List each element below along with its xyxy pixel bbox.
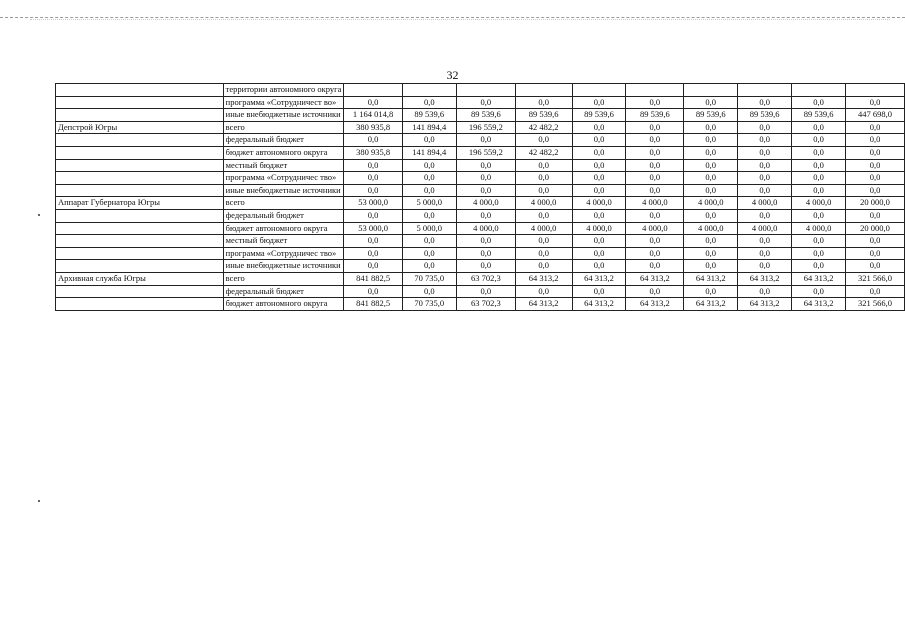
- amount-cell: 0,0: [456, 96, 515, 109]
- amount-cell: [572, 84, 626, 97]
- amount-cell: 89 539,6: [792, 109, 846, 122]
- amount-cell: 89 539,6: [456, 109, 515, 122]
- funding-table: [55, 83, 905, 311]
- amount-cell: 0,0: [515, 159, 572, 172]
- funding-source-cell: всего: [223, 121, 344, 134]
- organization-cell: [56, 134, 224, 147]
- amount-cell: 0,0: [456, 209, 515, 222]
- table-row: [56, 84, 905, 97]
- amount-cell: 0,0: [846, 134, 905, 147]
- funding-source-cell: всего: [223, 272, 344, 285]
- funding-source-cell: территории автономного округа: [223, 84, 344, 97]
- amount-cell: 0,0: [402, 172, 456, 185]
- amount-cell: 0,0: [792, 184, 846, 197]
- amount-cell: 0,0: [738, 159, 792, 172]
- amount-cell: 0,0: [515, 134, 572, 147]
- organization-cell: [56, 298, 224, 311]
- amount-cell: [846, 84, 905, 97]
- amount-cell: 64 313,2: [792, 298, 846, 311]
- amount-cell: 141 894,4: [402, 121, 456, 134]
- amount-cell: [738, 84, 792, 97]
- amount-cell: [626, 84, 684, 97]
- amount-cell: 63 702,3: [456, 298, 515, 311]
- amount-cell: 0,0: [344, 235, 402, 248]
- funding-source-cell: иные внебюджетные источники: [223, 184, 344, 197]
- funding-source-cell: иные внебюджетные источники: [223, 109, 344, 122]
- amount-cell: 20 000,0: [846, 222, 905, 235]
- amount-cell: 64 313,2: [626, 272, 684, 285]
- amount-cell: 447 698,0: [846, 109, 905, 122]
- table-row: [56, 109, 905, 122]
- amount-cell: 4 000,0: [684, 197, 738, 210]
- amount-cell: 0,0: [456, 235, 515, 248]
- amount-cell: 0,0: [626, 260, 684, 273]
- organization-cell: [56, 184, 224, 197]
- amount-cell: 89 539,6: [572, 109, 626, 122]
- amount-cell: 0,0: [792, 96, 846, 109]
- amount-cell: 0,0: [456, 172, 515, 185]
- amount-cell: 0,0: [846, 159, 905, 172]
- amount-cell: 0,0: [738, 285, 792, 298]
- amount-cell: 0,0: [738, 134, 792, 147]
- amount-cell: 64 313,2: [515, 298, 572, 311]
- amount-cell: 0,0: [792, 247, 846, 260]
- amount-cell: 0,0: [792, 146, 846, 159]
- funding-source-cell: программа «Сотрудничес тво»: [223, 247, 344, 260]
- funding-source-cell: бюджет автономного округа: [223, 222, 344, 235]
- amount-cell: 0,0: [846, 184, 905, 197]
- organization-cell: [56, 146, 224, 159]
- amount-cell: [684, 84, 738, 97]
- amount-cell: 0,0: [846, 209, 905, 222]
- organization-cell: [56, 84, 224, 97]
- table-row: [56, 134, 905, 147]
- organization-cell: [56, 159, 224, 172]
- amount-cell: 0,0: [738, 184, 792, 197]
- table-row: [56, 197, 905, 210]
- amount-cell: 5 000,0: [402, 197, 456, 210]
- amount-cell: 42 482,2: [515, 146, 572, 159]
- amount-cell: 0,0: [515, 209, 572, 222]
- amount-cell: 0,0: [792, 134, 846, 147]
- amount-cell: 0,0: [626, 96, 684, 109]
- amount-cell: 0,0: [572, 209, 626, 222]
- amount-cell: 0,0: [572, 146, 626, 159]
- amount-cell: 64 313,2: [515, 272, 572, 285]
- amount-cell: 4 000,0: [738, 222, 792, 235]
- amount-cell: 0,0: [344, 260, 402, 273]
- amount-cell: 64 313,2: [684, 272, 738, 285]
- amount-cell: 0,0: [846, 260, 905, 273]
- amount-cell: 0,0: [572, 247, 626, 260]
- funding-source-cell: программа «Сотрудничест во»: [223, 96, 344, 109]
- amount-cell: 0,0: [456, 285, 515, 298]
- amount-cell: 89 539,6: [402, 109, 456, 122]
- table-row: [56, 260, 905, 273]
- table-row: [56, 272, 905, 285]
- amount-cell: 0,0: [738, 172, 792, 185]
- amount-cell: 0,0: [846, 235, 905, 248]
- amount-cell: 0,0: [846, 247, 905, 260]
- amount-cell: 0,0: [684, 172, 738, 185]
- amount-cell: 0,0: [626, 146, 684, 159]
- amount-cell: 0,0: [515, 172, 572, 185]
- amount-cell: 0,0: [344, 285, 402, 298]
- amount-cell: 4 000,0: [792, 222, 846, 235]
- amount-cell: 321 566,0: [846, 298, 905, 311]
- table-row: [56, 222, 905, 235]
- amount-cell: 4 000,0: [738, 197, 792, 210]
- table-row: [56, 121, 905, 134]
- organization-cell: Депстрой Югры: [56, 121, 224, 134]
- scan-speck: [38, 500, 40, 502]
- amount-cell: 4 000,0: [515, 222, 572, 235]
- funding-source-cell: иные внебюджетные источники: [223, 260, 344, 273]
- funding-source-cell: федеральный бюджет: [223, 285, 344, 298]
- amount-cell: 0,0: [684, 209, 738, 222]
- amount-cell: 4 000,0: [515, 197, 572, 210]
- amount-cell: [344, 84, 402, 97]
- funding-source-cell: местный бюджет: [223, 159, 344, 172]
- amount-cell: 196 559,2: [456, 121, 515, 134]
- amount-cell: 0,0: [846, 146, 905, 159]
- table-row: [56, 235, 905, 248]
- amount-cell: 0,0: [792, 172, 846, 185]
- amount-cell: 64 313,2: [792, 272, 846, 285]
- amount-cell: 0,0: [626, 247, 684, 260]
- amount-cell: 42 482,2: [515, 121, 572, 134]
- amount-cell: 0,0: [344, 96, 402, 109]
- amount-cell: 0,0: [738, 235, 792, 248]
- amount-cell: 0,0: [515, 235, 572, 248]
- amount-cell: 63 702,3: [456, 272, 515, 285]
- amount-cell: 0,0: [738, 121, 792, 134]
- amount-cell: 1 164 014,8: [344, 109, 402, 122]
- amount-cell: 0,0: [402, 285, 456, 298]
- amount-cell: 841 882,5: [344, 272, 402, 285]
- amount-cell: 64 313,2: [572, 272, 626, 285]
- amount-cell: 4 000,0: [572, 197, 626, 210]
- amount-cell: 0,0: [456, 260, 515, 273]
- amount-cell: 0,0: [626, 159, 684, 172]
- amount-cell: 0,0: [626, 134, 684, 147]
- funding-source-cell: федеральный бюджет: [223, 209, 344, 222]
- amount-cell: 4 000,0: [626, 222, 684, 235]
- table-row: [56, 285, 905, 298]
- amount-cell: 0,0: [684, 260, 738, 273]
- organization-cell: [56, 222, 224, 235]
- amount-cell: 0,0: [738, 247, 792, 260]
- amount-cell: 0,0: [402, 159, 456, 172]
- amount-cell: 0,0: [684, 285, 738, 298]
- scan-speck: [38, 214, 40, 216]
- organization-cell: [56, 109, 224, 122]
- page-number: 32: [446, 68, 459, 82]
- amount-cell: 0,0: [626, 285, 684, 298]
- amount-cell: 4 000,0: [572, 222, 626, 235]
- amount-cell: 4 000,0: [792, 197, 846, 210]
- amount-cell: 841 882,5: [344, 298, 402, 311]
- amount-cell: 0,0: [515, 184, 572, 197]
- amount-cell: 0,0: [792, 159, 846, 172]
- amount-cell: 0,0: [626, 172, 684, 185]
- amount-cell: 0,0: [738, 96, 792, 109]
- amount-cell: 380 935,8: [344, 121, 402, 134]
- amount-cell: 0,0: [684, 96, 738, 109]
- amount-cell: 0,0: [344, 134, 402, 147]
- amount-cell: 0,0: [846, 285, 905, 298]
- amount-cell: 89 539,6: [738, 109, 792, 122]
- amount-cell: 0,0: [738, 146, 792, 159]
- amount-cell: 0,0: [456, 134, 515, 147]
- amount-cell: 0,0: [402, 134, 456, 147]
- amount-cell: 0,0: [402, 184, 456, 197]
- amount-cell: 0,0: [572, 96, 626, 109]
- amount-cell: 0,0: [684, 247, 738, 260]
- organization-cell: [56, 235, 224, 248]
- amount-cell: 0,0: [402, 260, 456, 273]
- amount-cell: 0,0: [626, 235, 684, 248]
- amount-cell: 0,0: [456, 247, 515, 260]
- amount-cell: 0,0: [684, 121, 738, 134]
- amount-cell: 0,0: [402, 96, 456, 109]
- scan-artifact-line: [30, 19, 890, 20]
- amount-cell: 0,0: [792, 285, 846, 298]
- amount-cell: 0,0: [792, 260, 846, 273]
- amount-cell: 0,0: [684, 184, 738, 197]
- amount-cell: 0,0: [456, 184, 515, 197]
- amount-cell: 20 000,0: [846, 197, 905, 210]
- amount-cell: 0,0: [626, 209, 684, 222]
- amount-cell: 0,0: [684, 134, 738, 147]
- organization-cell: [56, 247, 224, 260]
- amount-cell: [456, 84, 515, 97]
- amount-cell: 0,0: [846, 121, 905, 134]
- funding-source-cell: федеральный бюджет: [223, 134, 344, 147]
- table-row: [56, 159, 905, 172]
- organization-cell: [56, 209, 224, 222]
- amount-cell: 0,0: [344, 209, 402, 222]
- amount-cell: 0,0: [572, 260, 626, 273]
- amount-cell: 64 313,2: [572, 298, 626, 311]
- funding-source-cell: всего: [223, 197, 344, 210]
- organization-cell: Аппарат Губернатора Югры: [56, 197, 224, 210]
- amount-cell: 0,0: [792, 235, 846, 248]
- amount-cell: 0,0: [344, 184, 402, 197]
- amount-cell: 0,0: [626, 184, 684, 197]
- amount-cell: 64 313,2: [626, 298, 684, 311]
- amount-cell: 4 000,0: [684, 222, 738, 235]
- amount-cell: 4 000,0: [626, 197, 684, 210]
- amount-cell: 89 539,6: [626, 109, 684, 122]
- amount-cell: [515, 84, 572, 97]
- scan-artifact-line: [0, 17, 905, 18]
- amount-cell: 0,0: [684, 146, 738, 159]
- table-row: [56, 247, 905, 260]
- amount-cell: 0,0: [684, 159, 738, 172]
- funding-source-cell: местный бюджет: [223, 235, 344, 248]
- amount-cell: 64 313,2: [738, 298, 792, 311]
- amount-cell: 0,0: [846, 172, 905, 185]
- amount-cell: 70 735,0: [402, 272, 456, 285]
- amount-cell: 70 735,0: [402, 298, 456, 311]
- amount-cell: 0,0: [572, 134, 626, 147]
- amount-cell: 89 539,6: [515, 109, 572, 122]
- amount-cell: 0,0: [402, 235, 456, 248]
- organization-cell: [56, 96, 224, 109]
- organization-cell: [56, 285, 224, 298]
- amount-cell: 0,0: [572, 172, 626, 185]
- amount-cell: 64 313,2: [738, 272, 792, 285]
- table-row: [56, 96, 905, 109]
- amount-cell: 380 935,8: [344, 146, 402, 159]
- amount-cell: 0,0: [456, 159, 515, 172]
- amount-cell: 0,0: [626, 121, 684, 134]
- amount-cell: 4 000,0: [456, 197, 515, 210]
- organization-cell: Архивная служба Югры: [56, 272, 224, 285]
- amount-cell: 0,0: [738, 260, 792, 273]
- amount-cell: 53 000,0: [344, 197, 402, 210]
- funding-source-cell: бюджет автономного округа: [223, 298, 344, 311]
- amount-cell: 64 313,2: [684, 298, 738, 311]
- funding-source-cell: бюджет автономного округа: [223, 146, 344, 159]
- amount-cell: 0,0: [684, 235, 738, 248]
- amount-cell: 89 539,6: [684, 109, 738, 122]
- amount-cell: 0,0: [792, 209, 846, 222]
- table-row: [56, 209, 905, 222]
- amount-cell: 0,0: [572, 285, 626, 298]
- table-row: [56, 172, 905, 185]
- amount-cell: 0,0: [402, 209, 456, 222]
- amount-cell: 0,0: [402, 247, 456, 260]
- amount-cell: 0,0: [344, 172, 402, 185]
- amount-cell: 0,0: [738, 209, 792, 222]
- amount-cell: 196 559,2: [456, 146, 515, 159]
- table-row: [56, 184, 905, 197]
- organization-cell: [56, 172, 224, 185]
- amount-cell: 0,0: [572, 159, 626, 172]
- table-row: [56, 298, 905, 311]
- amount-cell: 141 894,4: [402, 146, 456, 159]
- amount-cell: 0,0: [846, 96, 905, 109]
- amount-cell: 4 000,0: [456, 222, 515, 235]
- amount-cell: 53 000,0: [344, 222, 402, 235]
- amount-cell: 0,0: [515, 285, 572, 298]
- amount-cell: 0,0: [572, 184, 626, 197]
- amount-cell: 0,0: [515, 247, 572, 260]
- amount-cell: [792, 84, 846, 97]
- table-row: [56, 146, 905, 159]
- amount-cell: 321 566,0: [846, 272, 905, 285]
- amount-cell: 0,0: [572, 121, 626, 134]
- amount-cell: 0,0: [572, 235, 626, 248]
- funding-source-cell: программа «Сотрудничес тво»: [223, 172, 344, 185]
- amount-cell: 0,0: [344, 159, 402, 172]
- amount-cell: 0,0: [515, 96, 572, 109]
- amount-cell: 0,0: [344, 247, 402, 260]
- amount-cell: 5 000,0: [402, 222, 456, 235]
- organization-cell: [56, 260, 224, 273]
- amount-cell: 0,0: [515, 260, 572, 273]
- amount-cell: [402, 84, 456, 97]
- amount-cell: 0,0: [792, 121, 846, 134]
